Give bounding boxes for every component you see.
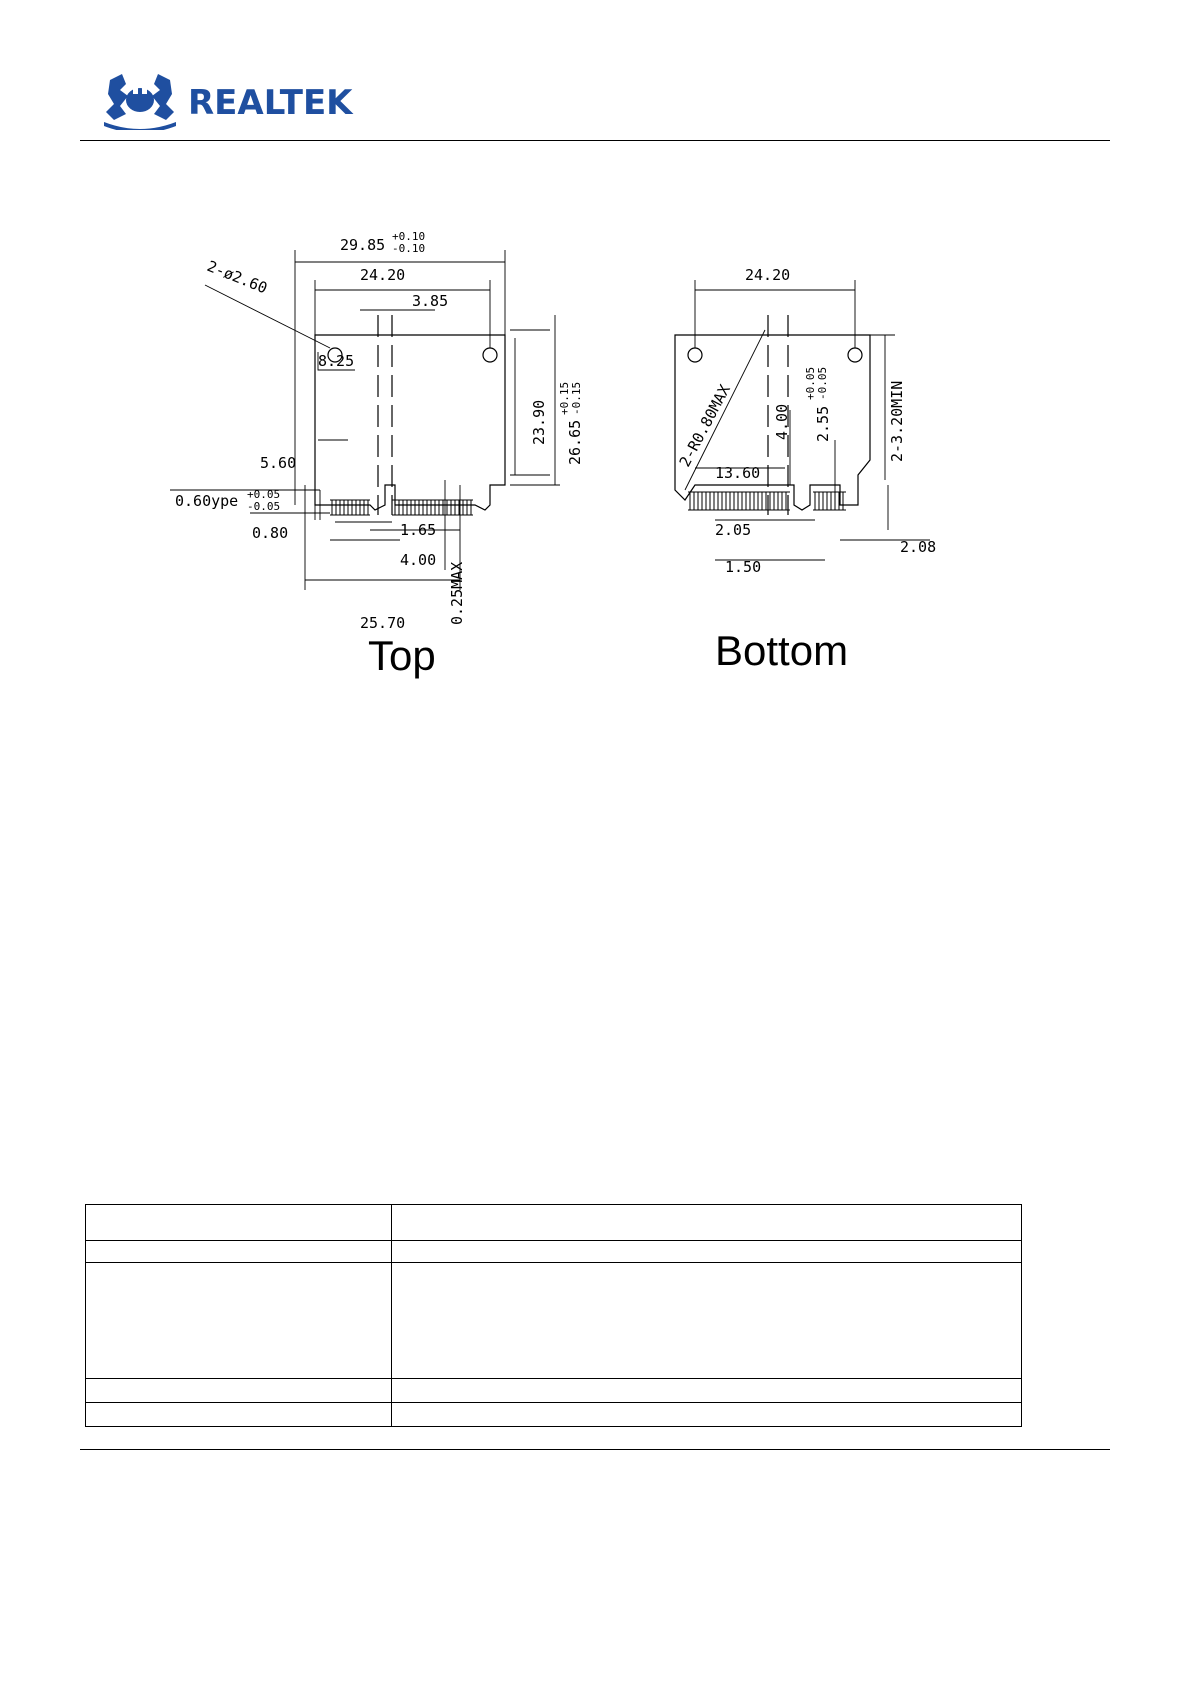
table-cell <box>86 1379 392 1403</box>
realtek-logo <box>100 70 400 130</box>
pad-row-bottom <box>688 492 846 510</box>
dim-tab-height: 0.25MAX <box>448 561 466 625</box>
dim-clearance: 2-3.20MIN <box>888 380 906 462</box>
dim-key-offset: 3.85 <box>412 292 449 310</box>
dim-overall-height: 26.65 <box>566 419 584 465</box>
dim-hole-span: 24.20 <box>360 266 406 284</box>
dim-hole-spec: 2-ø2.60 <box>204 257 270 298</box>
table-cell <box>86 1403 392 1427</box>
table-row <box>86 1403 1022 1427</box>
dim-pitch-tol-minus: -0.05 <box>247 500 281 513</box>
bottom-view <box>675 266 936 674</box>
table-row <box>86 1379 1022 1403</box>
dim-hole-inset: 8.25 <box>318 352 355 370</box>
dim-bottom-key-width: 1.50 <box>725 558 762 576</box>
mount-hole-right <box>483 348 497 362</box>
dim-body-height: 23.90 <box>530 399 548 445</box>
dim-key-width: 5.60 <box>260 454 297 472</box>
dim-key-depth: 4.00 <box>773 403 791 440</box>
dim-slot-depth: 2.55 <box>814 405 832 442</box>
table-row <box>86 1241 1022 1263</box>
bottom-hole-left <box>688 348 702 362</box>
dim-corner-radius: 2-R0.80MAX <box>675 381 734 470</box>
table-row <box>86 1263 1022 1379</box>
table-cell <box>392 1205 1022 1241</box>
table-cell <box>86 1263 392 1379</box>
dim-slot-tol-plus: +0.05 <box>804 366 817 400</box>
dim-key-span: 4.00 <box>400 551 437 569</box>
pad-row-top <box>330 500 473 515</box>
bottom-view-caption: Bottom <box>715 627 849 674</box>
top-view <box>170 230 584 679</box>
footer-rule <box>80 1449 1110 1450</box>
dim-overall-height-tol-plus: +0.15 <box>558 381 571 415</box>
top-view-caption: Top <box>368 632 436 679</box>
dim-notch: 1.65 <box>400 521 437 539</box>
dim-bottom-hole-span: 24.20 <box>745 266 791 284</box>
header-rule <box>80 140 1110 141</box>
dim-key-left: 2.05 <box>715 521 752 539</box>
table-cell <box>392 1379 1022 1403</box>
dim-pad-width: 0.80 <box>252 524 289 542</box>
dim-edge-span: 25.70 <box>360 614 406 632</box>
dim-overall-width: 29.85 <box>340 236 386 254</box>
dim-overall-height-tol-minus: -0.15 <box>570 381 583 415</box>
table-cell <box>86 1205 392 1241</box>
table-cell <box>392 1241 1022 1263</box>
dim-pitch-tol-plus: +0.05 <box>247 488 281 501</box>
dim-slot-tol-minus: -0.05 <box>816 366 829 400</box>
crab-mark-icon <box>104 74 176 130</box>
table-cell <box>392 1403 1022 1427</box>
dim-pad-block: 13.60 <box>715 464 761 482</box>
table-cell <box>392 1263 1022 1379</box>
logo-wordmark: REALTEK <box>188 83 353 123</box>
bottom-hole-right <box>848 348 862 362</box>
table-cell <box>86 1241 392 1263</box>
spec-table <box>85 1204 1022 1427</box>
mechanical-drawing <box>170 230 950 700</box>
table-row <box>86 1205 1022 1241</box>
dim-pitch: 0.60ype <box>175 492 239 510</box>
dim-edge-offset: 2.08 <box>900 538 937 556</box>
dim-overall-width-tol-plus: +0.10 <box>392 230 426 243</box>
dim-overall-width-tol-minus: -0.10 <box>392 242 426 255</box>
